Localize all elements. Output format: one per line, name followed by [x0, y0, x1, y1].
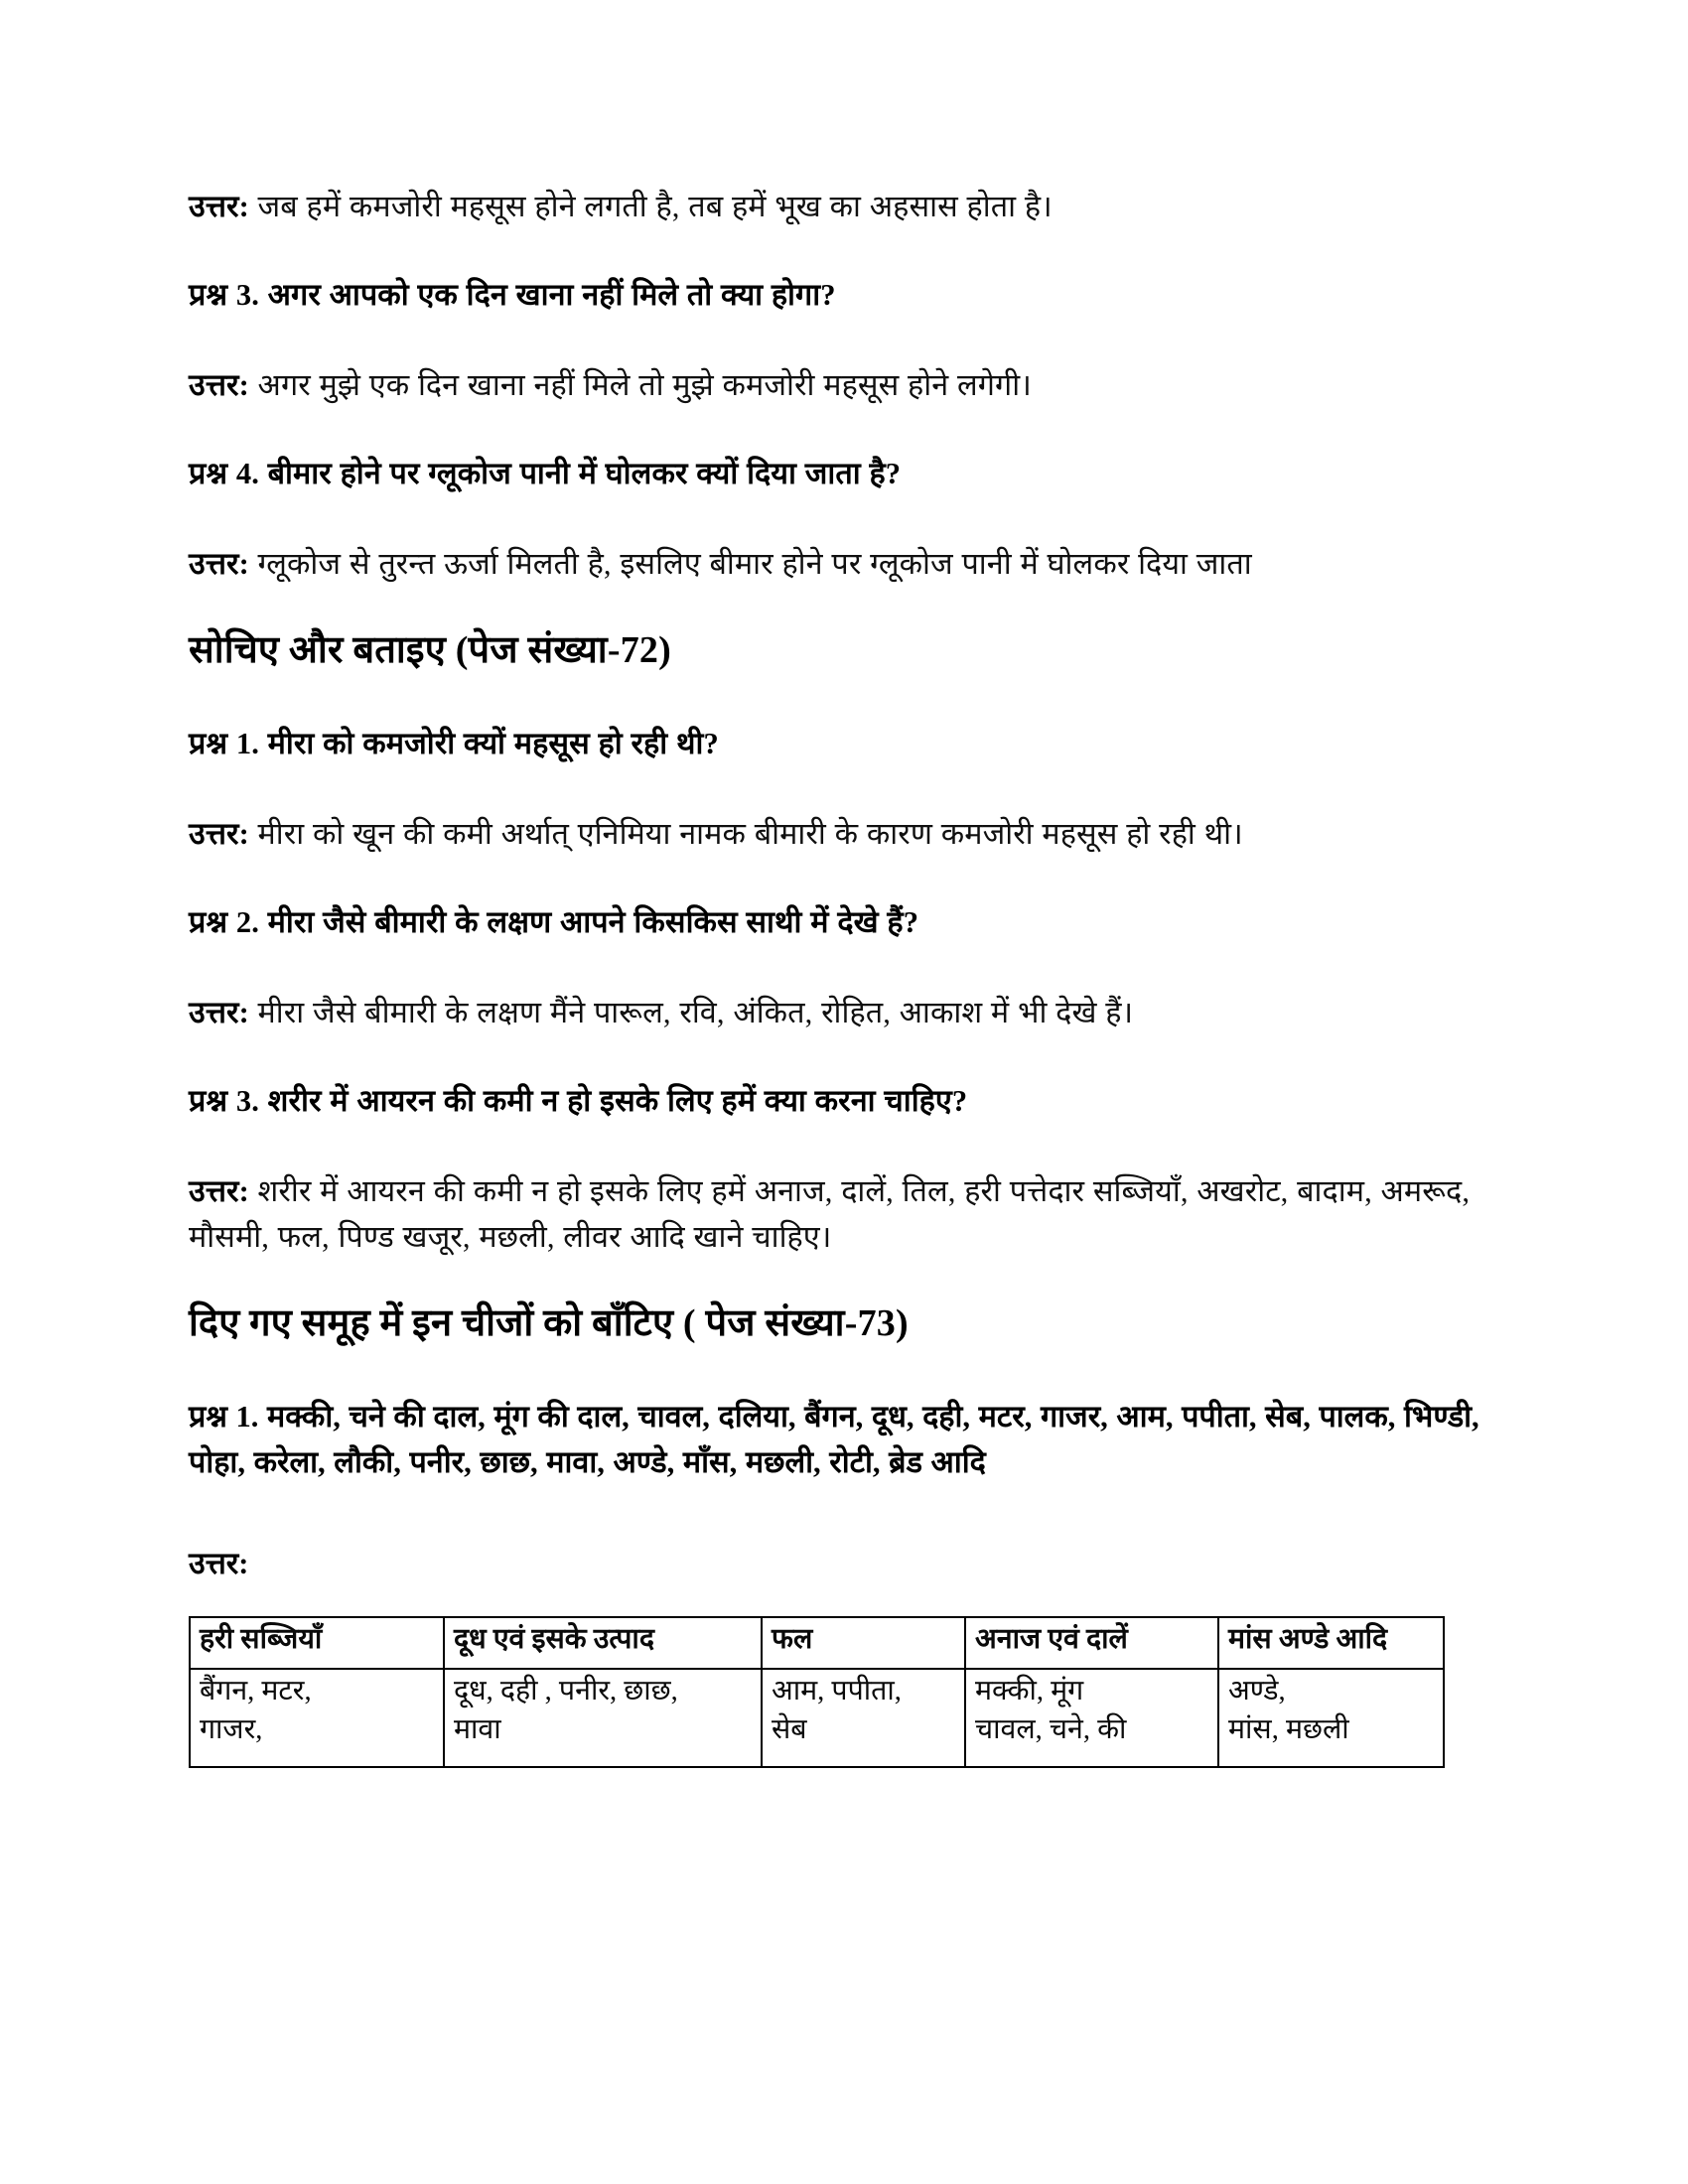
section1-question-1: प्रश्न 1. मीरा को कमजोरी क्यों महसूस हो रही थी? — [189, 726, 719, 760]
cell-line: सेब — [772, 1713, 807, 1745]
table-cell-grains-pulses — [965, 1669, 1218, 1767]
section2-question-1: प्रश्न 1. मक्की, चने की दाल, मूंग की दाल, चावल, दलिया, बैंगन, दूध, दही, मटर, गाजर, आम, पपीता, सेब, पालक, भिण्डी, पोहा, करेला, लौकी, पनीर, छाछ, मावा, अण्डे, माँस, मछली, रोटी, ब्रेड आदि — [189, 1399, 1479, 1479]
table-header-cell: अनाज एवं दालें — [965, 1617, 1218, 1669]
answer-label: उत्तर: — [189, 995, 249, 1029]
question-4: प्रश्न 4. बीमार होने पर ग्लूकोज पानी में घोलकर क्यों दिया जाता है? — [189, 457, 902, 491]
cell-line: दूध, दही , पनीर, छाछ, — [454, 1676, 678, 1707]
section2-answer-label: उत्तर: — [189, 1547, 249, 1581]
table-cell-fruits — [762, 1669, 965, 1767]
table-cell-meat-eggs — [1218, 1669, 1444, 1767]
table-header-row — [190, 1617, 1444, 1669]
section-heading-diye-gaye-samuh: दिए गए समूह में इन चीजों को बाँटिए ( पेज संख्या-73) — [189, 1301, 909, 1344]
answer-paragraph-4 — [189, 541, 1509, 587]
answer-label: उत्तर: — [189, 1173, 249, 1208]
answer-label: उत्तर: — [189, 368, 249, 403]
answer-label: उत्तर: — [189, 547, 249, 582]
table-cell-green-vegetables — [190, 1669, 444, 1767]
answer-text: जब हमें कमजोरी महसूस होने लगती है, तब हमें भूख का अहसास होता है। — [248, 190, 1053, 223]
cell-line: चावल, चने, की — [975, 1713, 1127, 1745]
section1-answer-2 — [189, 990, 1509, 1035]
answer-paragraph-3 — [189, 362, 1509, 408]
table-header-cell: हरी सब्जियाँ — [190, 1617, 444, 1669]
table-header-cell: मांस अण्डे आदि — [1218, 1617, 1444, 1669]
answer-text: अगर मुझे एक दिन खाना नहीं मिले तो मुझे कमजोरी महसूस होने लगेगी। — [248, 368, 1032, 403]
cell-line: आम, पपीता, — [772, 1676, 902, 1707]
table-row — [190, 1669, 1444, 1767]
cell-line: बैंगन, मटर, — [200, 1676, 312, 1707]
answer-paragraph-2 — [189, 184, 1509, 229]
answer-text: ग्लूकोज से तुरन्त ऊर्जा मिलती है, इसलिए बीमार होने पर ग्लूकोज पानी में घोलकर दिया जाता — [248, 547, 1252, 582]
section1-question-2: प्रश्न 2. मीरा जैसे बीमारी के लक्षण आपने किसकिस साथी में देखे हैं? — [189, 904, 919, 939]
answer-text: शरीर में आयरन की कमी न हो इसके लिए हमें अनाज, दालें, तिल, हरी पत्तेदार सब्जियाँ, अखरोट, बादाम, अमरूद, मौसमी, फल, पिण्ड खजूर, मछली, लीवर आदि खाने चाहिए। — [189, 1173, 1471, 1255]
food-groups-table — [189, 1616, 1445, 1768]
table-header-cell: फल — [762, 1617, 965, 1669]
section-heading-sochiye-aur-bataiye: सोचिए और बताइए (पेज संख्या-72) — [189, 628, 671, 671]
answer-text: मीरा को खून की कमी अर्थात् एनिमिया नामक बीमारी के कारण कमजोरी महसूस हो रही थी। — [248, 816, 1243, 851]
answer-label: उत्तर: — [189, 190, 249, 223]
table-header-cell: दूध एवं इसके उत्पाद — [444, 1617, 762, 1669]
question-3: प्रश्न 3. अगर आपको एक दिन खाना नहीं मिले तो क्या होगा? — [189, 278, 836, 313]
document-content — [189, 184, 1509, 1768]
section1-answer-3 — [189, 1168, 1509, 1261]
cell-line: मांस, मछली — [1228, 1713, 1349, 1745]
section1-question-3: प्रश्न 3. शरीर में आयरन की कमी न हो इसके लिए हमें क्या करना चाहिए? — [189, 1084, 968, 1119]
section1-answer-1 — [189, 811, 1509, 857]
answer-label: उत्तर: — [189, 816, 249, 851]
cell-line: मक्की, मूंग — [975, 1676, 1084, 1707]
answer-text: मीरा जैसे बीमारी के लक्षण मैंने पारूल, रवि, अंकित, रोहित, आकाश में भी देखे हैं। — [248, 995, 1134, 1029]
table-cell-milk-products — [444, 1669, 762, 1767]
cell-line: अण्डे, — [1228, 1676, 1286, 1707]
cell-line: गाजर, — [200, 1713, 263, 1745]
cell-line: मावा — [454, 1713, 501, 1745]
